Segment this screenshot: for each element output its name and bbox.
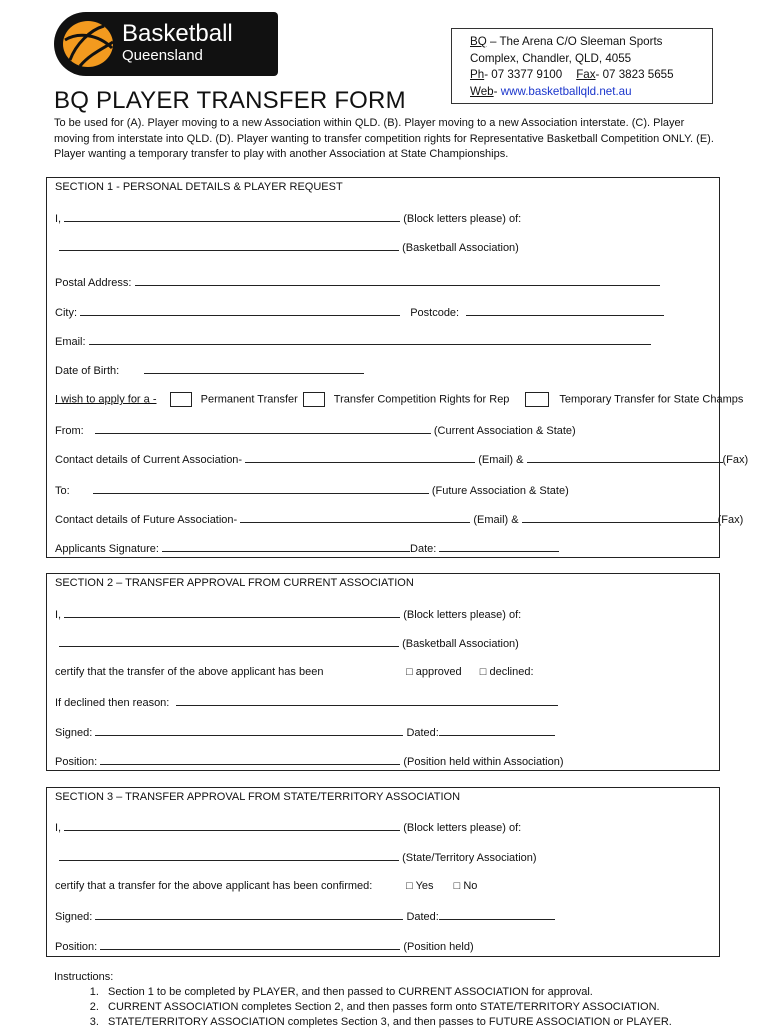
block-letters-label: (Block letters please) of: — [403, 822, 522, 834]
i-label: I, — [55, 609, 62, 621]
basketball-association-field[interactable] — [59, 239, 399, 251]
current-email-field[interactable] — [245, 451, 475, 463]
bq-label: BQ — [470, 35, 487, 48]
dated-label: Dated: — [406, 911, 439, 923]
future-email-field[interactable] — [240, 511, 470, 523]
web-label: Web — [470, 84, 494, 98]
fax-value: - 07 3823 5655 — [595, 68, 674, 81]
city-field[interactable] — [80, 304, 400, 316]
section-2-heading: SECTION 2 – TRANSFER APPROVAL FROM CURRENT ASSOCIATION — [55, 577, 414, 589]
temporary-transfer-checkbox[interactable] — [525, 392, 549, 407]
current-assoc-label: (Current Association & State) — [433, 425, 576, 437]
bq-address-line2: Complex, Chandler, QLD, 4055 — [470, 51, 632, 65]
section-2 — [46, 573, 720, 771]
current-fax-field[interactable] — [527, 451, 723, 463]
permanent-transfer-checkbox[interactable] — [170, 392, 192, 407]
temporary-transfer-label: Temporary Transfer for State Champs — [559, 393, 744, 406]
approved-option[interactable]: □ approved — [406, 666, 462, 678]
postcode-label: Postcode: — [410, 307, 460, 319]
future-fax-field[interactable] — [522, 511, 718, 523]
email-field[interactable] — [89, 333, 651, 345]
postcode-field[interactable] — [466, 304, 664, 316]
position-held-label: (Position held) — [403, 941, 474, 953]
fax-label: Fax — [576, 68, 596, 81]
phone-label: Ph — [470, 68, 485, 81]
section-3 — [46, 787, 720, 957]
intro-text: To be used for (A). Player moving to a new Association within QLD. (B). Player moving to a new Association interstate. (C). Player moving from interstate into QLD. (D). Player wanting to transfer competition rights for Representative Basketball Competition ONLY. (E). Player wanting a temporary transfer to play with another Association at State Championships. — [54, 117, 714, 160]
email-label: Email: — [55, 336, 86, 348]
basketball-association-field[interactable] — [59, 635, 399, 647]
dated-label: Dated: — [406, 727, 439, 739]
logo-line-1: Basketball — [122, 20, 233, 47]
bq-address: – The Arena C/O Sleeman Sports — [486, 35, 663, 48]
instruction-item: 2. CURRENT ASSOCIATION completes Section 2, and then passes form onto STATE/TERRITORY ASSOCIATION. — [102, 1000, 734, 1015]
apply-label: I wish to apply for a - — [55, 393, 157, 406]
section-3-heading: SECTION 3 – TRANSFER APPROVAL FROM STATE/TERRITORY ASSOCIATION — [55, 791, 461, 803]
future-fax-label: (Fax) — [717, 514, 744, 526]
to-field[interactable] — [93, 482, 429, 494]
website-link[interactable]: www.basketballqld.net.au — [500, 84, 632, 98]
from-label: From: — [55, 425, 84, 437]
instructions-list — [54, 985, 734, 1030]
date-label: Date: — [410, 543, 437, 555]
state-association-field[interactable] — [59, 849, 399, 861]
dated-field[interactable] — [439, 908, 555, 920]
certify-text: certify that the transfer of the above applicant has been — [55, 666, 324, 678]
rep-transfer-label: Transfer Competition Rights for Rep — [333, 393, 510, 406]
basketball-icon — [60, 18, 116, 70]
city-label: City: — [55, 307, 77, 319]
declined-reason-field[interactable] — [176, 694, 558, 706]
instructions-label: Instructions: — [54, 971, 114, 983]
position-held-label: (Position held within Association) — [403, 756, 564, 768]
current-fax-label: (Fax) — [722, 454, 749, 466]
signed-label: Signed: — [55, 911, 93, 923]
declined-option[interactable]: □ declined: — [479, 666, 534, 678]
position-field[interactable] — [100, 938, 400, 950]
no-option[interactable]: □ No — [453, 880, 478, 892]
signature-label: Applicants Signature: — [55, 543, 159, 555]
logo-line-2: Queensland — [122, 47, 203, 64]
contact-box — [451, 28, 713, 104]
instruction-item: 3. STATE/TERRITORY ASSOCIATION completes Section 3, and then passes to FUTURE ASSOCIATION or PLAYER. — [102, 1015, 734, 1030]
from-field[interactable] — [95, 422, 431, 434]
postal-address-label: Postal Address: — [55, 277, 132, 289]
date-field[interactable] — [439, 540, 559, 552]
name-field[interactable] — [64, 210, 400, 222]
instruction-item: 1. Section 1 to be completed by PLAYER, and then passed to CURRENT ASSOCIATION for approval. — [102, 985, 734, 1000]
section-1 — [46, 177, 749, 558]
form-title: BQ PLAYER TRANSFER FORM — [54, 87, 406, 114]
rep-transfer-checkbox[interactable] — [303, 392, 325, 407]
dob-field[interactable] — [144, 362, 364, 374]
current-assoc-rep-name-field[interactable] — [64, 606, 400, 618]
basketball-queensland-logo — [54, 12, 278, 76]
state-association-label: (State/Territory Association) — [402, 852, 537, 864]
instructions — [54, 970, 734, 1030]
signed-label: Signed: — [55, 727, 93, 739]
contact-current-label: Contact details of Current Association- — [55, 454, 243, 466]
current-email-label: (Email) & — [478, 454, 524, 466]
block-letters-label: (Block letters please) of: — [403, 609, 522, 621]
state-assoc-rep-name-field[interactable] — [64, 819, 400, 831]
block-letters-label: (Block letters please) of: — [403, 213, 522, 225]
yes-option[interactable]: □ Yes — [406, 880, 434, 892]
dob-label: Date of Birth: — [55, 365, 120, 377]
i-label: I, — [55, 213, 62, 225]
basketball-association-label: (Basketball Association) — [402, 638, 519, 650]
dated-field[interactable] — [439, 724, 555, 736]
certify-text: certify that a transfer for the above applicant has been confirmed: — [55, 880, 373, 892]
declined-reason-label: If declined then reason: — [55, 697, 170, 709]
position-label: Position: — [55, 756, 98, 768]
permanent-transfer-label: Permanent Transfer — [200, 393, 298, 406]
contact-future-label: Contact details of Future Association- — [55, 514, 238, 526]
signature-field[interactable] — [162, 540, 410, 552]
position-label: Position: — [55, 941, 98, 953]
signed-field[interactable] — [95, 908, 403, 920]
future-assoc-label: (Future Association & State) — [431, 485, 569, 497]
phone-value: - 07 3377 9100 — [484, 68, 563, 81]
basketball-association-label: (Basketball Association) — [402, 242, 519, 254]
future-email-label: (Email) & — [473, 514, 519, 526]
i-label: I, — [55, 822, 62, 834]
section-1-heading: SECTION 1 - PERSONAL DETAILS & PLAYER REQUEST — [55, 181, 343, 193]
position-field[interactable] — [100, 753, 400, 765]
signed-field[interactable] — [95, 724, 403, 736]
web-dash: - — [493, 84, 501, 98]
to-label: To: — [55, 485, 70, 497]
postal-address-field[interactable] — [135, 274, 660, 286]
